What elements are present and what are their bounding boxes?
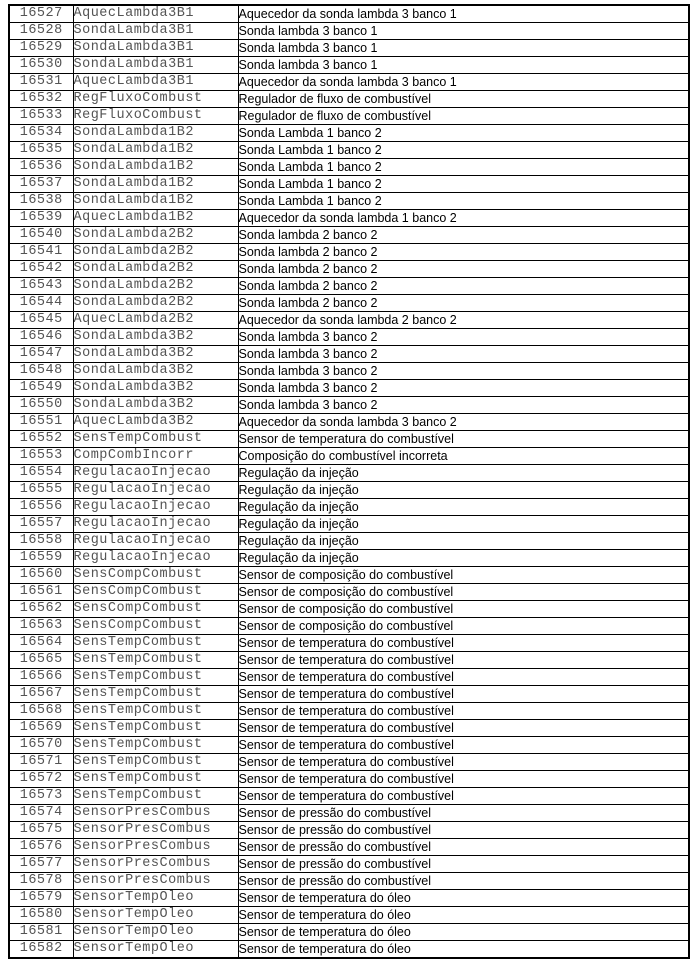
table-row [9,465,689,482]
fault-short-name-cell: SondaLambda2B2 [73,227,238,244]
fault-code-cell: 16568 [9,703,73,720]
table-row [9,363,689,380]
fault-short-name-cell: RegulacaoInjecao [73,499,238,516]
fault-code-cell: 16529 [9,40,73,57]
fault-code-cell: 16574 [9,805,73,822]
fault-code-cell: 16531 [9,74,73,91]
fault-description-cell: Sonda lambda 3 banco 1 [238,40,689,57]
fault-code-cell: 16550 [9,397,73,414]
fault-code-cell: 16541 [9,244,73,261]
fault-description-cell: Sonda Lambda 1 banco 2 [238,193,689,210]
fault-code-cell: 16538 [9,193,73,210]
table-row [9,40,689,57]
table-row [9,159,689,176]
fault-description-cell: Sensor de pressão do combustível [238,856,689,873]
fault-short-name-cell: SensCompCombust [73,601,238,618]
fault-description-cell: Sensor de temperatura do combustível [238,737,689,754]
fault-code-cell: 16546 [9,329,73,346]
fault-short-name-cell: AquecLambda3B2 [73,414,238,431]
table-row [9,295,689,312]
fault-description-cell: Sensor de temperatura do combustível [238,669,689,686]
fault-short-name-cell: SondaLambda1B2 [73,142,238,159]
fault-description-cell: Sonda lambda 2 banco 2 [238,295,689,312]
fault-short-name-cell: SensorPresCombus [73,856,238,873]
table-row [9,720,689,737]
fault-short-name-cell: RegFluxoCombust [73,108,238,125]
table-row [9,652,689,669]
fault-description-cell: Sonda Lambda 1 banco 2 [238,125,689,142]
fault-codes-table [8,4,690,959]
table-row [9,635,689,652]
table-row [9,397,689,414]
table-row [9,686,689,703]
table-row [9,329,689,346]
fault-short-name-cell: SensTempCombust [73,737,238,754]
table-row [9,346,689,363]
fault-code-cell: 16530 [9,57,73,74]
fault-short-name-cell: RegulacaoInjecao [73,533,238,550]
fault-short-name-cell: SondaLambda3B2 [73,363,238,380]
fault-description-cell: Sonda lambda 2 banco 2 [238,244,689,261]
table-row [9,771,689,788]
table-row [9,482,689,499]
fault-short-name-cell: SensTempCombust [73,788,238,805]
fault-description-cell: Sensor de temperatura do óleo [238,890,689,907]
fault-short-name-cell: SondaLambda1B2 [73,125,238,142]
table-row [9,601,689,618]
table-row [9,907,689,924]
fault-description-cell: Sonda lambda 3 banco 2 [238,329,689,346]
table-row [9,125,689,142]
fault-description-cell: Sonda lambda 3 banco 2 [238,363,689,380]
fault-code-cell: 16544 [9,295,73,312]
fault-short-name-cell: SondaLambda2B2 [73,244,238,261]
fault-description-cell: Composição do combustível incorreta [238,448,689,465]
fault-description-cell: Sensor de composição do combustível [238,618,689,635]
fault-description-cell: Sonda lambda 3 banco 2 [238,380,689,397]
fault-short-name-cell: RegulacaoInjecao [73,550,238,567]
fault-description-cell: Sensor de temperatura do combustível [238,720,689,737]
fault-description-cell: Sonda Lambda 1 banco 2 [238,176,689,193]
fault-short-name-cell: SondaLambda3B1 [73,57,238,74]
fault-code-cell: 16578 [9,873,73,890]
fault-code-cell: 16543 [9,278,73,295]
table-row [9,822,689,839]
fault-short-name-cell: SensTempCombust [73,720,238,737]
fault-description-cell: Aquecedor da sonda lambda 3 banco 1 [238,5,689,23]
table-row [9,805,689,822]
table-row [9,839,689,856]
fault-short-name-cell: SensorTempOleo [73,941,238,959]
fault-code-cell: 16576 [9,839,73,856]
table-row [9,244,689,261]
fault-short-name-cell: SondaLambda3B2 [73,380,238,397]
fault-code-cell: 16577 [9,856,73,873]
table-row [9,431,689,448]
fault-description-cell: Sonda Lambda 1 banco 2 [238,142,689,159]
fault-description-cell: Sonda lambda 2 banco 2 [238,261,689,278]
fault-code-cell: 16572 [9,771,73,788]
table-row [9,567,689,584]
fault-code-cell: 16579 [9,890,73,907]
fault-code-cell: 16537 [9,176,73,193]
table-row [9,227,689,244]
table-row [9,448,689,465]
fault-short-name-cell: SensTempCombust [73,686,238,703]
fault-description-cell: Sonda lambda 3 banco 2 [238,397,689,414]
fault-short-name-cell: SondaLambda3B2 [73,329,238,346]
fault-code-cell: 16566 [9,669,73,686]
fault-code-cell: 16549 [9,380,73,397]
fault-short-name-cell: SondaLambda1B2 [73,176,238,193]
fault-short-name-cell: SensorPresCombus [73,805,238,822]
table-row [9,924,689,941]
fault-short-name-cell: SensorTempOleo [73,890,238,907]
fault-description-cell: Aquecedor da sonda lambda 1 banco 2 [238,210,689,227]
fault-short-name-cell: SondaLambda1B2 [73,159,238,176]
fault-short-name-cell: SondaLambda2B2 [73,295,238,312]
table-row [9,193,689,210]
fault-code-cell: 16535 [9,142,73,159]
fault-description-cell: Sensor de pressão do combustível [238,839,689,856]
table-row [9,516,689,533]
fault-description-cell: Sensor de composição do combustível [238,601,689,618]
fault-description-cell: Sensor de temperatura do combustível [238,703,689,720]
fault-description-cell: Sensor de temperatura do óleo [238,907,689,924]
fault-description-cell: Regulador de fluxo de combustível [238,108,689,125]
fault-description-cell: Sensor de temperatura do combustível [238,686,689,703]
fault-short-name-cell: SondaLambda3B1 [73,23,238,40]
fault-short-name-cell: SondaLambda3B2 [73,397,238,414]
fault-code-cell: 16547 [9,346,73,363]
fault-code-cell: 16571 [9,754,73,771]
fault-description-cell: Sensor de temperatura do combustível [238,788,689,805]
fault-description-cell: Sensor de pressão do combustível [238,822,689,839]
fault-short-name-cell: SensorPresCombus [73,822,238,839]
fault-short-name-cell: SondaLambda3B1 [73,40,238,57]
table-row [9,210,689,227]
fault-description-cell: Sonda lambda 3 banco 1 [238,57,689,74]
table-row [9,176,689,193]
fault-code-cell: 16533 [9,108,73,125]
table-row [9,380,689,397]
fault-short-name-cell: SensTempCombust [73,652,238,669]
fault-short-name-cell: SondaLambda2B2 [73,261,238,278]
table-row [9,703,689,720]
fault-code-cell: 16558 [9,533,73,550]
fault-short-name-cell: SensCompCombust [73,584,238,601]
table-row [9,856,689,873]
fault-description-cell: Sensor de temperatura do combustível [238,754,689,771]
fault-description-cell: Sensor de temperatura do óleo [238,924,689,941]
fault-code-cell: 16555 [9,482,73,499]
fault-description-cell: Sonda lambda 2 banco 2 [238,278,689,295]
fault-code-cell: 16542 [9,261,73,278]
fault-description-cell: Sonda lambda 2 banco 2 [238,227,689,244]
fault-description-cell: Sensor de temperatura do combustível [238,431,689,448]
fault-code-cell: 16536 [9,159,73,176]
fault-description-cell: Aquecedor da sonda lambda 3 banco 1 [238,74,689,91]
table-row [9,108,689,125]
fault-code-cell: 16552 [9,431,73,448]
fault-short-name-cell: RegulacaoInjecao [73,482,238,499]
table-row [9,74,689,91]
fault-code-cell: 16573 [9,788,73,805]
table-row [9,91,689,108]
fault-code-cell: 16548 [9,363,73,380]
table-row [9,550,689,567]
table-row [9,941,689,959]
fault-code-cell: 16565 [9,652,73,669]
table-row [9,312,689,329]
fault-short-name-cell: SensTempCombust [73,669,238,686]
fault-short-name-cell: AquecLambda1B2 [73,210,238,227]
table-row [9,533,689,550]
fault-description-cell: Sonda lambda 3 banco 1 [238,23,689,40]
table-row [9,890,689,907]
fault-description-cell: Regulação da injeção [238,465,689,482]
fault-description-cell: Regulação da injeção [238,499,689,516]
fault-short-name-cell: SensTempCombust [73,754,238,771]
fault-code-cell: 16580 [9,907,73,924]
fault-code-cell: 16532 [9,91,73,108]
fault-code-cell: 16557 [9,516,73,533]
fault-description-cell: Sensor de pressão do combustível [238,805,689,822]
fault-description-cell: Sonda lambda 3 banco 2 [238,346,689,363]
fault-description-cell: Regulação da injeção [238,482,689,499]
table-row [9,737,689,754]
fault-short-name-cell: SensCompCombust [73,618,238,635]
table-row [9,618,689,635]
fault-short-name-cell: SensorPresCombus [73,839,238,856]
fault-code-cell: 16561 [9,584,73,601]
fault-description-cell: Sensor de pressão do combustível [238,873,689,890]
fault-short-name-cell: RegulacaoInjecao [73,516,238,533]
table-row [9,414,689,431]
fault-short-name-cell: SensorTempOleo [73,907,238,924]
fault-short-name-cell: SensTempCombust [73,635,238,652]
fault-short-name-cell: SensorPresCombus [73,873,238,890]
fault-code-cell: 16582 [9,941,73,959]
table-row [9,754,689,771]
fault-code-cell: 16528 [9,23,73,40]
fault-code-cell: 16567 [9,686,73,703]
fault-code-cell: 16553 [9,448,73,465]
fault-code-cell: 16539 [9,210,73,227]
fault-description-cell: Regulação da injeção [238,550,689,567]
fault-short-name-cell: AquecLambda3B1 [73,74,238,91]
fault-short-name-cell: RegFluxoCombust [73,91,238,108]
fault-description-cell: Sensor de composição do combustível [238,584,689,601]
fault-code-cell: 16575 [9,822,73,839]
table-row [9,261,689,278]
fault-description-cell: Sensor de temperatura do combustível [238,652,689,669]
fault-short-name-cell: SensTempCombust [73,771,238,788]
table-row [9,278,689,295]
table-row [9,499,689,516]
fault-short-name-cell: SensTempCombust [73,431,238,448]
fault-description-cell: Regulador de fluxo de combustível [238,91,689,108]
fault-short-name-cell: SondaLambda1B2 [73,193,238,210]
fault-code-cell: 16562 [9,601,73,618]
fault-code-cell: 16564 [9,635,73,652]
fault-short-name-cell: SondaLambda2B2 [73,278,238,295]
fault-code-cell: 16560 [9,567,73,584]
fault-short-name-cell: SondaLambda3B2 [73,346,238,363]
fault-code-cell: 16534 [9,125,73,142]
fault-code-cell: 16559 [9,550,73,567]
fault-description-cell: Regulação da injeção [238,533,689,550]
fault-short-name-cell: RegulacaoInjecao [73,465,238,482]
table-row [9,5,689,23]
fault-description-cell: Aquecedor da sonda lambda 2 banco 2 [238,312,689,329]
fault-short-name-cell: SensCompCombust [73,567,238,584]
fault-description-cell: Regulação da injeção [238,516,689,533]
fault-short-name-cell: AquecLambda2B2 [73,312,238,329]
fault-description-cell: Aquecedor da sonda lambda 3 banco 2 [238,414,689,431]
fault-code-cell: 16527 [9,5,73,23]
fault-codes-tbody [9,5,689,958]
table-row [9,23,689,40]
fault-code-cell: 16545 [9,312,73,329]
fault-description-cell: Sonda Lambda 1 banco 2 [238,159,689,176]
table-row [9,873,689,890]
fault-description-cell: Sensor de temperatura do combustível [238,771,689,788]
fault-description-cell: Sensor de temperatura do combustível [238,635,689,652]
table-row [9,584,689,601]
fault-short-name-cell: SensorTempOleo [73,924,238,941]
fault-code-cell: 16581 [9,924,73,941]
table-row [9,788,689,805]
fault-short-name-cell: AquecLambda3B1 [73,5,238,23]
fault-code-cell: 16556 [9,499,73,516]
fault-code-cell: 16540 [9,227,73,244]
fault-code-cell: 16570 [9,737,73,754]
fault-description-cell: Sensor de temperatura do óleo [238,941,689,959]
fault-code-cell: 16551 [9,414,73,431]
fault-code-cell: 16554 [9,465,73,482]
table-row [9,57,689,74]
fault-short-name-cell: SensTempCombust [73,703,238,720]
fault-code-cell: 16569 [9,720,73,737]
fault-code-cell: 16563 [9,618,73,635]
table-row [9,669,689,686]
fault-short-name-cell: CompCombIncorr [73,448,238,465]
fault-description-cell: Sensor de composição do combustível [238,567,689,584]
table-row [9,142,689,159]
